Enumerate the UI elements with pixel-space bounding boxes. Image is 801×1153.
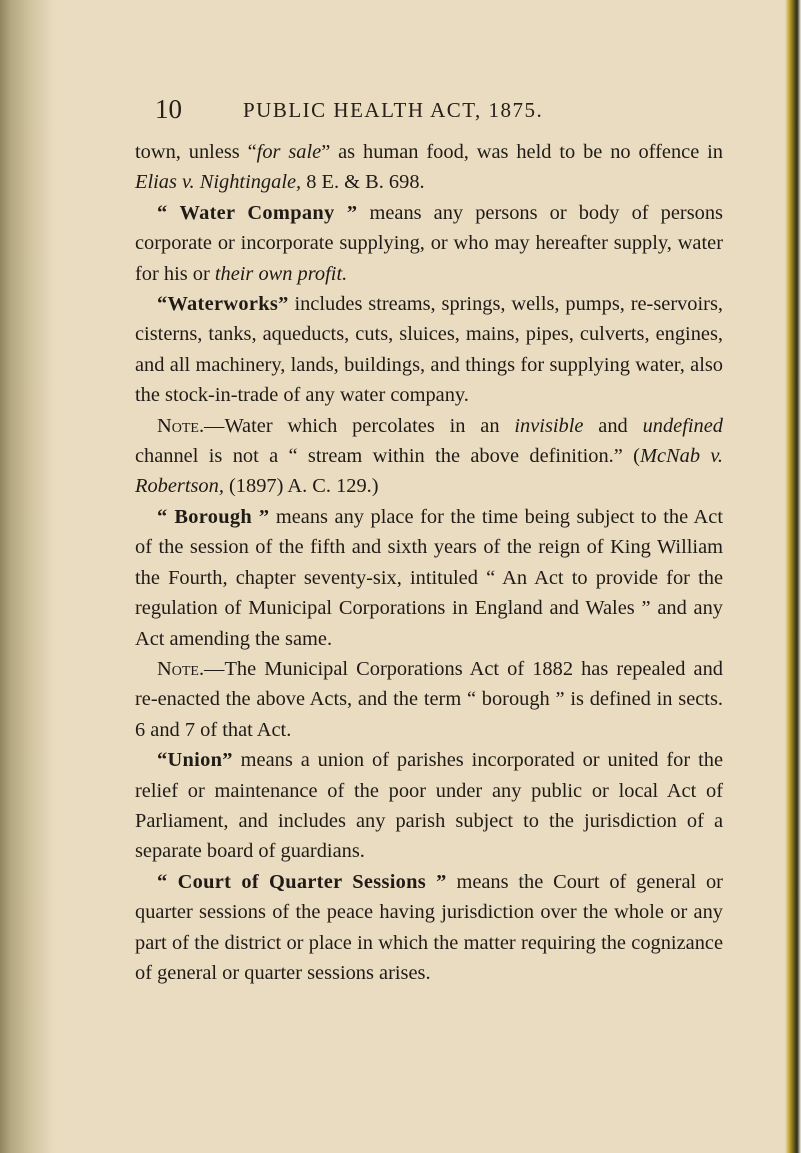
definition-quarter-sessions: “ Court of Quarter Sessions ” means the Court of general or quarter sessions of the peace having jurisdiction over the whole or any part of the district or place in which the matter requiring the cognizance of general or quarter sessions arises.	[135, 870, 723, 984]
defined-term: “ Water Company ”	[157, 201, 358, 224]
running-title: PUBLIC HEALTH ACT, 1875.	[243, 98, 544, 122]
page-number: 10	[155, 94, 182, 124]
body-text	[135, 137, 723, 988]
definition-water-company: “ Water Company ” means any persons or body of persons corporate or incorporate supplying, or who may hereafter supply, water for his or their own profit.	[135, 201, 723, 285]
case-citation: McNab v. Robertson,	[135, 445, 723, 498]
page-gutter-shadow	[0, 0, 55, 1153]
defined-term: “ Borough ”	[157, 505, 270, 528]
note-label: Note.	[157, 414, 205, 437]
for-sale-italic: for sale	[256, 141, 322, 163]
note-label: Note.	[157, 657, 205, 680]
defined-term: “ Court of Quarter Sessions ”	[157, 870, 447, 893]
defined-term: “Waterworks”	[157, 293, 289, 316]
case-citation: Elias v. Nightingale,	[135, 171, 302, 194]
page-header	[155, 92, 585, 126]
definition-borough: “ Borough ” means any place for the time being subject to the Act of the session of the fifth and sixth years of the reign of King William the Fourth, chapter seventy-six, intituled “ An Act to provide for the regulation of Municipal Corporations in England and Wales ” and any Act amending the same.	[135, 505, 723, 650]
definition-union: “Union” means a union of parishes incorporated or united for the relief or maintenance of the poor under any public or local Act of Parliament, and includes any parish subject to the jurisdiction of a separate board of guardians.	[135, 749, 723, 863]
definition-waterworks: “Waterworks” includes streams, springs, wells, pumps, re-servoirs, cisterns, tanks, aqueducts, cuts, sluices, mains, pipes, culverts, engines, and all machinery, lands, buildings, and things for supplying water, also the stock-in-trade of any water company.	[135, 293, 723, 407]
page-edge	[785, 0, 801, 1153]
note-municipal: Note.—The Municipal Corporations Act of 1882 has repealed and re-enacted the above Acts, and the term “ borough ” is defined in sects. 6 and 7 of that Act.	[135, 657, 723, 741]
note-stream: Note.—Water which percolates in an invisible and undefined channel is not a “ stream within the above definition.” (McNab v. Robertson, (1897) A. C. 129.)	[135, 414, 724, 498]
paragraph-food-offence: town, unless “for sale” as human food, was held to be no offence in Elias v. Nightingale, 8 E. & B. 698.	[135, 141, 723, 194]
defined-term: “Union”	[157, 749, 233, 772]
